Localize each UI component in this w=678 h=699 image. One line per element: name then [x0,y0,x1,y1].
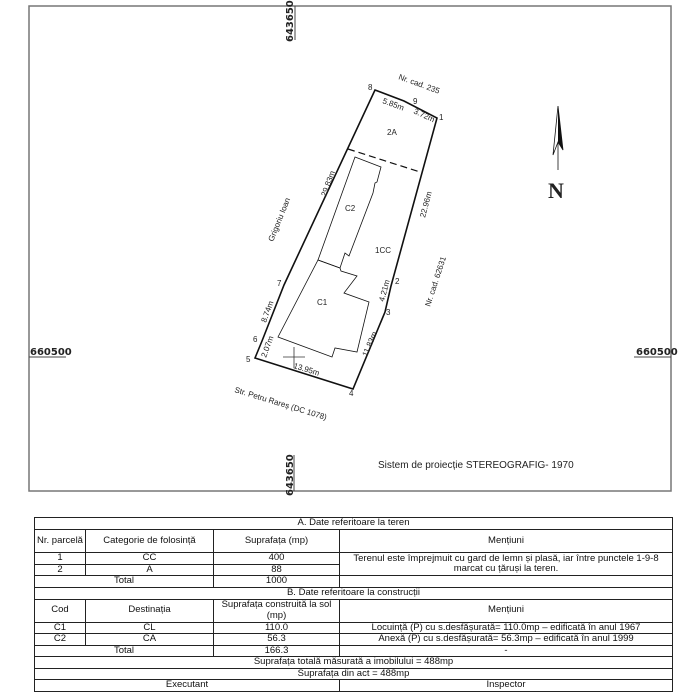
building-label-c2: C2 [345,204,356,213]
cell-cod: C1 [35,622,86,634]
point-label-4: 4 [349,389,354,398]
section-a-title: A. Date referitoare la teren [35,518,673,530]
point-label-8: 8 [368,83,373,92]
col-header-mentiuni: Mențiuni [340,530,673,553]
total-row [35,645,673,657]
neighbour-east: Nr. cad. 62631 [423,255,448,308]
col-header-categorie: Categorie de folosință [86,530,214,553]
distance-2-3: 4.21m [377,278,392,303]
parcel-division-line [348,149,420,172]
col-header-cod: Cod [35,599,86,622]
coord-bottom: 643650 [285,454,296,496]
cell-destinatia: CA [86,634,214,646]
col-header-mentiuni-b: Mențiuni [340,599,673,622]
total-label: Total [35,576,214,588]
point-label-6: 6 [253,335,258,344]
cell-suprafata: 110.0 [214,622,340,634]
cell-nr: 2 [35,564,86,576]
parcel-boundary [255,90,437,389]
total-mentiuni: - [340,645,673,657]
total-row [35,576,673,588]
distance-5-6: 2.07m [259,334,276,359]
cell-categorie: CC [86,553,214,565]
point-label-1: 1 [439,113,444,122]
distance-4-5: 13.95m [292,361,321,378]
total-mentiuni [340,576,673,588]
col-header-destinatia: Destinația [86,599,214,622]
cell-destinatia: CL [86,622,214,634]
signature-inspector: Inspector [340,680,673,692]
cell-mentiuni: Locuință (P) cu s.desfășurată= 110.0mp – edificată în anul 1967 [340,622,673,634]
cadastral-table [34,517,673,692]
cell-suprafata: 400 [214,553,340,565]
neighbour-south: Str. Petru Rareș (DC 1078) [233,385,328,422]
cell-mentiuni: Anexă (P) cu s.desfășurată= 56.3mp – edificată în anul 1999 [340,634,673,646]
distance-6-7: 8.74m [259,299,276,324]
neighbour-west: Grigoriu Ioan [266,196,293,243]
plan-frame [29,6,671,491]
coord-top: 643650 [285,0,296,42]
point-label-7: 7 [277,279,282,288]
total-label: Total [35,645,214,657]
section-b-title: B. Date referitoare la construcții [35,587,673,599]
point-label-9: 9 [413,97,418,106]
distance-1-2: 22.96m [418,190,434,219]
table-row [35,622,673,634]
building-label-c1: C1 [317,298,328,307]
building-c1 [278,260,369,357]
signature-executant: Executant [35,680,340,692]
north-arrow-icon [553,106,563,170]
summary-from-act: Suprafața din act = 488mp [35,668,673,680]
coord-right: 660500 [636,347,678,358]
cell-categorie: A [86,564,214,576]
summary-total-measured: Suprafața totală măsurată a imobilului = 488mp [35,657,673,669]
cell-suprafata: 56.3 [214,634,340,646]
point-label-5: 5 [246,355,251,364]
total-value: 1000 [214,576,340,588]
cell-mentiuni-teren: Terenul este împrejmuit cu gard de lemn și plasă, iar între punctele 1-9-8 marcat cu țăruși la teren. [340,553,673,576]
point-label-3: 3 [386,308,391,317]
distance-3-4: 11.83m [360,330,380,358]
distance-9-1: 3.72m [412,106,437,125]
parcel-label-1cc: 1CC [375,246,392,255]
coord-left: 660500 [30,347,72,358]
col-header-nr-parcela: Nr. parcelă [35,530,86,553]
neighbour-north: Nr. cad. 235 [397,72,441,96]
distance-7-8: 29.83m [319,169,338,198]
point-label-2: 2 [395,277,400,286]
col-header-suprafata-construita: Suprafața construită la sol (mp) [214,599,340,622]
distance-8-9: 5.85m [381,96,406,113]
col-header-suprafata: Suprafața (mp) [214,530,340,553]
table-row [35,553,673,565]
parcel-label-2a: 2A [387,128,397,137]
cell-cod: C2 [35,634,86,646]
table-row [35,634,673,646]
cell-nr: 1 [35,553,86,565]
north-label: N [548,178,564,203]
cell-suprafata: 88 [214,564,340,576]
total-value: 166.3 [214,645,340,657]
projection-system: Sistem de proiecție STEREOGRAFIG- 1970 [378,460,574,471]
